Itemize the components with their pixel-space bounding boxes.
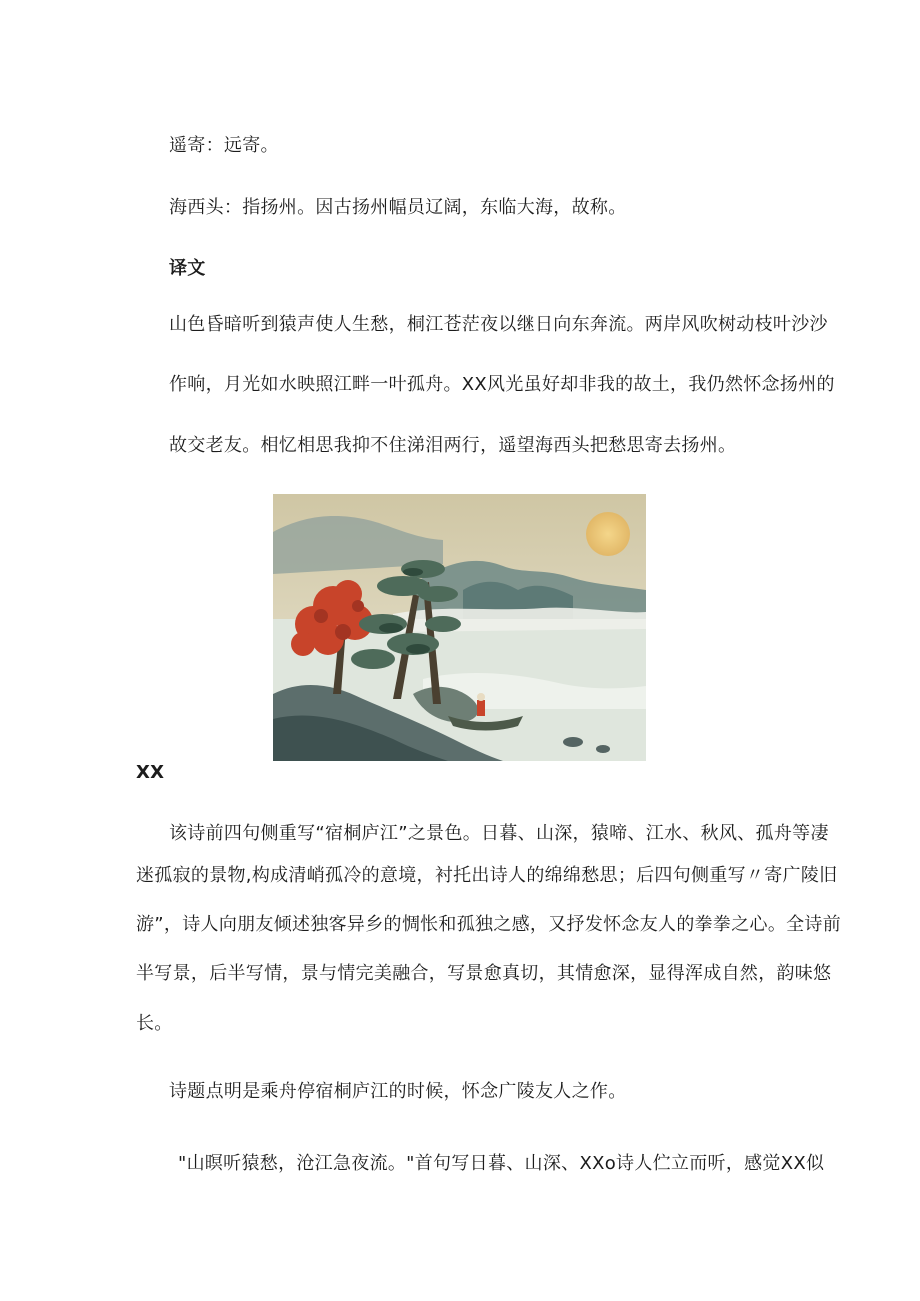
analysis-line-3: 游”，诗人向朋友倾述独客异乡的惆怅和孤独之感，又抒发怀念友人的拳拳之心。全诗前 (136, 914, 842, 935)
analysis-line-2: 迷孤寂的景物,构成清峭孤冷的意境，衬托出诗人的绵绵愁思；后四句侧重写〃寄广陵旧 (136, 865, 838, 886)
landscape-painting (273, 494, 646, 761)
translation-heading: 译文 (169, 258, 206, 279)
analysis-line-4: 半写景，后半写情，景与情完美融合，写景愈真切，其情愈深，显得浑成自然，韵味悠 (136, 963, 832, 984)
first-line-analysis: "山暝听猿愁，沧江急夜流。"首句写日暮、山深、XXo诗人伫立而听，感觉XX似 (178, 1153, 825, 1174)
analysis-line-5: 长。 (136, 1013, 173, 1034)
caption-label: XX (136, 762, 165, 783)
analysis-line-1: 该诗前四句侧重写“宿桐庐江”之景色。日暮、山深，猿啼、江水、秋风、孤舟等凄 (169, 823, 829, 844)
title-note: 诗题点明是乘舟停宿桐庐江的时候，怀念广陵友人之作。 (169, 1081, 627, 1102)
translation-line-1: 山色昏暗听到猿声使人生愁，桐江苍茫夜以继日向东奔流。两岸风吹树动枝叶沙沙 (169, 314, 828, 335)
translation-line-3: 故交老友。相忆相思我抑不住涕泪两行，遥望海西头把愁思寄去扬州。 (169, 435, 737, 456)
note-haixitou: 海西头：指扬州。因古扬州幅员辽阔，东临大海，故称。 (169, 197, 627, 218)
note-yaoji: 遥寄：远寄。 (169, 135, 279, 156)
translation-line-2: 作响，月光如水映照江畔一叶孤舟。XX风光虽好却非我的故土，我仍然怀念扬州的 (169, 374, 835, 395)
